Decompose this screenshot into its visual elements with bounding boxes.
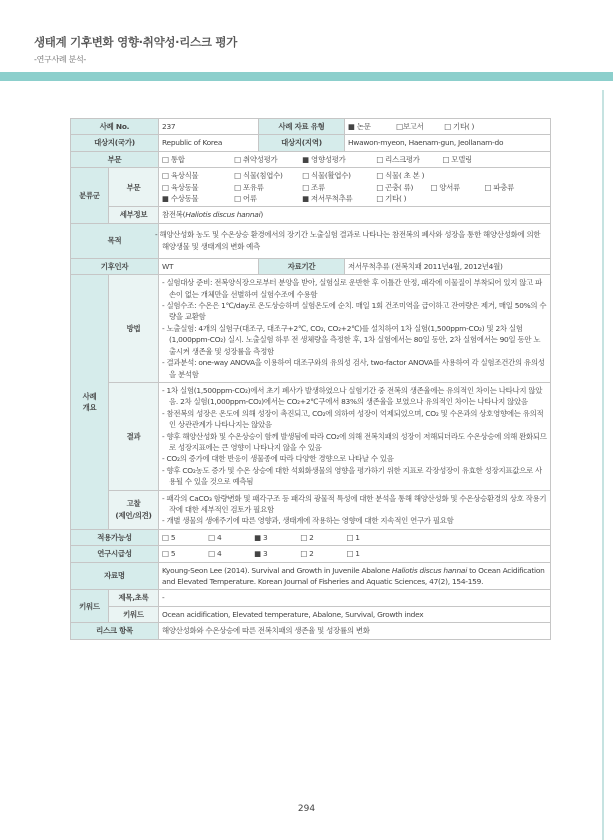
purpose-value: - 해양산성화 농도 및 수온상승 환경에서의 장기간 노출실험 결과로 나타나는 참전복의 폐사와 성장을 통한 해양산성화에 의한 해양생물 및 생태계의 변화 예측 [159,223,551,258]
risk-item-value: 해양산성화와 수온상승에 따른 전복치패의 생존율 및 성장률의 변화 [159,623,551,639]
row-reference [71,562,551,590]
urgency-option: □ 1 [346,549,360,559]
label-title-abstract: 제목,초록 [109,590,159,606]
class-option: □ 조류 [302,182,325,192]
label-classification: 분류군 [71,168,109,224]
result-item: - 참전복의 성장은 온도에 의해 성장이 촉진되고, CO₂에 의하여 성장이 억제되었으며, CO₂ 및 수온과의 상호영향에는 유의적인 상관관계가 나타나지는 않았음 [162,408,544,430]
urgency-option: □ 4 [208,549,222,559]
sector-option: □ 모델링 [442,154,472,164]
label-applicability: 적용가능성 [71,529,159,545]
urgency-option: □ 2 [300,549,314,559]
data-period-value: 저서무척추류 (전복치패 2011년4월, 2012년4월) [345,258,551,274]
sector-option: □ 취약성평가 [234,154,278,164]
class-option: □ 파충류 [484,182,515,192]
data-type-option: ■ 논문 [348,122,371,131]
header-band [0,72,613,81]
side-line [602,90,604,840]
case-no-value: 237 [159,119,259,135]
result-list [159,382,551,490]
label-discussion: 고찰 (제언/의견) [109,490,159,529]
class-option: □ 육상식물 [162,171,199,181]
discussion-list [159,490,551,529]
method-item: - 실험대상 준비: 전복양식장으로부터 분양을 받아, 실험실로 운반한 후 이틀간 안정, 패각에 이물질이 부착되어 있지 않고 파손이 없는 개체만을 선별하여 실험수조에 수용함 [162,278,543,299]
class-option: □ 식물(활엽수) [302,171,351,181]
class-option: □ 식물(침엽수) [234,171,283,181]
class-option: □ 육상동물 [162,182,199,192]
label-purpose: 목적 [71,223,159,258]
label-method: 방법 [109,275,159,383]
urgency-option: □ 5 [162,549,176,559]
class-option: ■ 저서무척추류 [302,194,353,204]
data-type-options [345,119,551,135]
class-option: □ 식물( 초 본 ) [376,171,425,181]
label-climate-factor: 기후인자 [71,258,159,274]
sector-options [159,151,551,167]
applicability-option: □ 2 [300,532,314,542]
label-reference: 자료명 [71,562,159,590]
applicability-option: □ 5 [162,532,176,542]
discussion-item: - 개별 생물의 생애주기에 따른 영향과, 생태계에 작용하는 영향에 대한 지속적인 연구가 필요함 [162,516,454,526]
label-data-period: 자료기간 [259,258,345,274]
result-item: - 1차 실험(1,500ppm-CO₂)에서 초기 폐사가 발생하였으나 실험기간 중 전복의 생존율에는 유의적인 차이는 나타나지 않았음. 2차 실험(1,000ppm-CO₂)에서는 CO₂+2℃구에서 83%의 생존율을 보였으나 유의적인 차이는 나타나지 않았음 [162,385,543,407]
method-item: - 실험수조: 수온은 1℃/day로 온도상승하며 실험온도에 순치. 매일 1회 건조미역을 급이하고 잔여량은 제거, 매일 50%의 수량을 교환함 [162,301,547,322]
class-options [159,168,551,207]
row-sector [71,151,551,167]
label-case-summary: 사례 개요 [71,275,109,530]
class-option: □ 양서류 [430,182,460,192]
sector-option: □ 통합 [162,154,185,164]
label-sub-sector: 부문 [109,168,159,207]
row-keywords [71,606,551,622]
keywords-value: Ocean acidification, Elevated temperature, Abalone, Survival, Growth index [159,606,551,622]
label-country: 대상지(국가) [71,135,159,151]
class-option: □ 곤충( 류) [376,182,414,192]
label-sector: 부문 [71,151,159,167]
row-risk [71,623,551,639]
case-table [70,118,551,640]
method-list [159,275,551,383]
label-risk-item: 리스크 항목 [71,623,159,639]
row-country [71,135,551,151]
class-option: □ 어류 [234,194,257,204]
label-region: 대상지(지역) [259,135,345,151]
class-option: □ 포유류 [234,182,264,192]
result-item: - 향후 해양산성화 및 수온상승이 함께 발생됨에 따라 CO₂에 의해 전복치패의 성장이 저해되더라도 수온상승에 의해 완화되므로 성장지표에는 큰 영향이 나타나지 않을 수 있음 [162,431,547,452]
applicability-option: □ 4 [208,532,222,542]
page-header-subtitle: -연구사례 분석- [34,55,86,64]
applicability-option: □ 1 [346,532,360,542]
data-type-option: □보고서 [396,122,424,131]
region-value: Hwawon-myeon, Haenam-gun, Jeollanam-do [345,135,551,151]
sector-option: ■ 영향성평가 [302,154,346,164]
row-case-no [71,119,551,135]
discussion-item: - 패각의 CaCO₃ 함량변화 및 패각구조 등 패각의 광물적 특성에 대한 분석을 통해 해양산성화 및 수온상승환경의 상호 작용기작에 대한 세부적인 검토가 필요함 [162,493,547,514]
row-urgency [71,546,551,562]
row-purpose [71,223,551,258]
country-value: Republic of Korea [159,135,259,151]
row-classification [71,168,551,207]
applicability-option: ■ 3 [254,532,268,542]
row-method [71,275,551,383]
applicability-options [159,529,551,545]
label-data-type: 사례 자료 유형 [259,119,345,135]
climate-factor-value: WT [159,258,259,274]
class-option: ■ 수상동물 [162,194,199,204]
species-name: Haliotis discus hannai [185,210,261,220]
row-result [71,382,551,490]
class-option: □ 기타( ) [376,194,407,204]
method-item: - 결과분석: one-way ANOVA을 이용하여 대조구와의 유의성 검사, two-factor ANOVA를 사용하여 각 실험조건간의 유의성을 분석함 [162,358,545,379]
row-detail [71,207,551,223]
data-type-option: □ 기타( ) [444,122,475,131]
page-number: 294 [297,804,316,814]
urgency-options [159,546,551,562]
label-keywords-sub: 키워드 [109,606,159,622]
result-item: - 향후 CO₂농도 증가 및 수온 상승에 대한 석회화생물의 영향을 평가하기 위한 지표로 각장성장이 유효한 성장지표값으로 사용될 수 있을 것으로 예측됨 [162,465,542,487]
result-item: - CO₂의 증가에 대한 반응이 생물종에 따라 다양한 경향으로 나타날 수 있음 [162,454,394,464]
row-climate [71,258,551,274]
row-discussion [71,490,551,529]
label-detail: 세부정보 [109,207,159,223]
row-title-abstract [71,590,551,606]
reference-value: Kyoung-Seon Lee (2014). Survival and Growth in Juvenile Abalone Haliotis discus hannai to Ocean Acidification and Elevated Temperature. Korean Journal of Fisheries and Aquatic Sciences, 47(2), 154-159. [159,562,551,590]
label-result: 결과 [109,382,159,490]
label-keyword: 키워드 [71,590,109,623]
sector-option: □ 리스크평가 [376,154,420,164]
title-abstract-value: - [159,590,551,606]
detail-value: 참전복(Haliotis discus hannai) [159,207,551,223]
urgency-option: ■ 3 [254,549,268,559]
page-header-title: 생태계 기후변화 영향·취약성·리스크 평가 [34,35,237,49]
row-applicability [71,529,551,545]
label-urgency: 연구시급성 [71,546,159,562]
label-case-no: 사례 No. [71,119,159,135]
method-item: - 노출실험: 4개의 실험구(대조구, 대조구+2℃, CO₂, CO₂+2℃)를 설치하여 1차 실험(1,500ppm-CO₂) 및 2차 실험(1,000ppm-CO₂) 실시. 노출실험 하루 전 생체량을 측정한 후, 1차 실험에서는 80일 동안, 2차 실험에서는 90일 동안 노출시켜 생존율 및 성장률을 측정함 [162,323,541,356]
